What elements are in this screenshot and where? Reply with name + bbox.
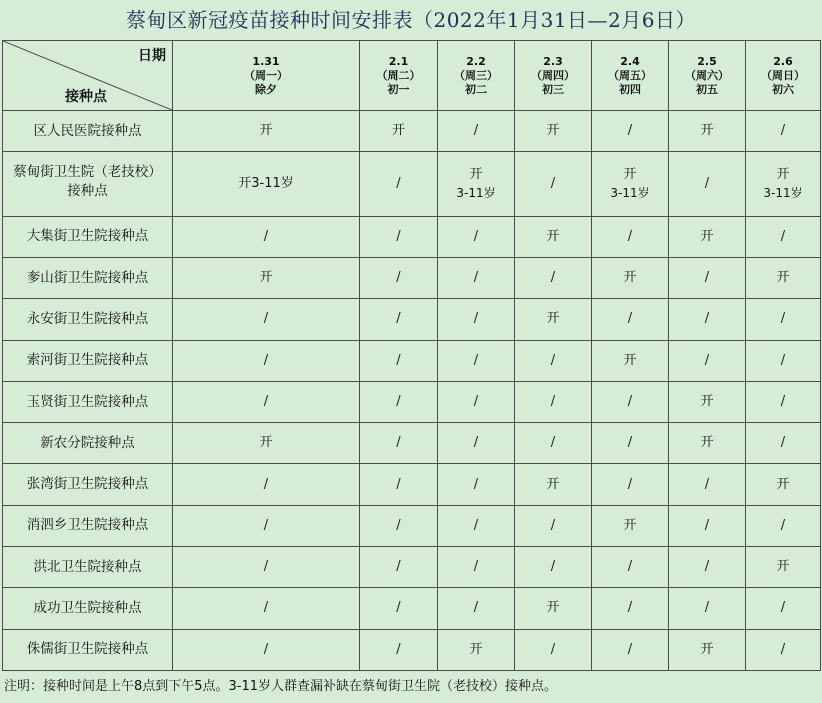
schedule-cell bbox=[746, 299, 821, 340]
schedule-cell bbox=[592, 423, 669, 464]
day-note: 初一 bbox=[387, 82, 410, 96]
document-title: 蔡甸区新冠疫苗接种时间安排表（2022年1月31日—2月6日） bbox=[125, 8, 697, 32]
site-name: 区人民医院接种点 bbox=[3, 111, 173, 152]
cell-status: 开 bbox=[469, 641, 483, 657]
day-note: 除夕 bbox=[255, 82, 277, 96]
schedule-cell bbox=[515, 546, 592, 587]
schedule-cell bbox=[438, 381, 515, 422]
schedule-cell bbox=[173, 111, 360, 152]
schedule-cell bbox=[669, 340, 746, 381]
schedule-body bbox=[3, 111, 821, 671]
cell-status: 开 bbox=[259, 270, 273, 286]
schedule-cell bbox=[592, 216, 669, 257]
schedule-cell bbox=[746, 381, 821, 422]
day-header bbox=[669, 41, 746, 111]
cell-status: / bbox=[263, 476, 269, 492]
schedule-cell bbox=[515, 258, 592, 299]
cell-status: / bbox=[550, 176, 556, 191]
cell-status: / bbox=[627, 394, 633, 409]
schedule-cell bbox=[592, 111, 669, 152]
cell-status: 开 bbox=[623, 270, 637, 286]
cell-status: / bbox=[396, 476, 401, 492]
schedule-cell bbox=[592, 152, 669, 216]
site-name: 洪北卫生院接种点 bbox=[3, 546, 173, 587]
schedule-cell bbox=[669, 152, 746, 216]
cell-status: / bbox=[263, 559, 269, 575]
cell-status: / bbox=[780, 435, 786, 451]
schedule-cell bbox=[515, 588, 592, 629]
cell-status: / bbox=[550, 352, 556, 368]
schedule-cell bbox=[173, 340, 360, 381]
cell-status: / bbox=[780, 311, 786, 327]
cell-status: / bbox=[473, 600, 479, 616]
schedule-cell bbox=[592, 629, 669, 670]
cell-status: / bbox=[704, 476, 710, 492]
schedule-cell bbox=[515, 629, 592, 670]
day-date: 2.5 bbox=[697, 54, 717, 68]
cell-status: / bbox=[704, 270, 710, 286]
cell-status: / bbox=[704, 352, 710, 368]
cell-status: / bbox=[473, 435, 479, 451]
schedule-cell bbox=[746, 340, 821, 381]
site-name: 蔡甸街卫生院（老技校）接种点 bbox=[3, 152, 173, 216]
cell-status: / bbox=[396, 435, 401, 451]
schedule-cell bbox=[360, 546, 438, 587]
table-row bbox=[3, 464, 821, 505]
schedule-cell bbox=[746, 152, 821, 216]
cell-status: / bbox=[627, 559, 633, 575]
schedule-cell bbox=[173, 588, 360, 629]
cell-status: / bbox=[263, 641, 269, 657]
cell-status: 开 bbox=[700, 228, 714, 244]
schedule-cell bbox=[515, 423, 592, 464]
schedule-cell bbox=[438, 111, 515, 152]
schedule-cell bbox=[669, 299, 746, 340]
day-header bbox=[438, 41, 515, 111]
cell-status: 开 bbox=[776, 270, 790, 286]
day-note: 初六 bbox=[772, 82, 794, 96]
schedule-cell bbox=[592, 505, 669, 546]
schedule-cell bbox=[746, 464, 821, 505]
cell-status: 开 bbox=[700, 641, 714, 657]
site-name: 消泗乡卫生院接种点 bbox=[3, 505, 173, 546]
cell-status: / bbox=[550, 270, 556, 286]
cell-status: / bbox=[473, 352, 479, 368]
day-note: 初五 bbox=[696, 82, 718, 96]
cell-status: / bbox=[627, 123, 633, 139]
cell-status: 开 bbox=[700, 394, 714, 409]
cell-status: 开 bbox=[700, 123, 714, 139]
table-row bbox=[3, 381, 821, 422]
cell-status: 开 bbox=[776, 476, 790, 492]
cell-status: / bbox=[550, 435, 556, 451]
cell-status: / bbox=[780, 123, 786, 139]
cell-status: / bbox=[263, 394, 269, 409]
cell-status: 开 bbox=[546, 228, 560, 244]
schedule-cell bbox=[360, 111, 438, 152]
schedule-cell bbox=[360, 216, 438, 257]
day-weekday: （周四） bbox=[531, 68, 575, 82]
cell-status: 开 bbox=[469, 167, 483, 182]
cell-status: / bbox=[396, 559, 401, 575]
cell-status: 开 bbox=[776, 167, 790, 182]
table-row bbox=[3, 152, 821, 216]
cell-status: / bbox=[627, 600, 633, 616]
cell-status: / bbox=[263, 228, 269, 244]
schedule-cell bbox=[746, 216, 821, 257]
cell-status: / bbox=[473, 394, 479, 409]
schedule-cell bbox=[746, 258, 821, 299]
site-name: 大集街卫生院接种点 bbox=[3, 216, 173, 257]
schedule-cell bbox=[746, 588, 821, 629]
day-header bbox=[515, 41, 592, 111]
header-row bbox=[3, 41, 821, 111]
schedule-cell bbox=[592, 381, 669, 422]
schedule-cell bbox=[360, 152, 438, 216]
schedule-cell bbox=[669, 258, 746, 299]
cell-status: / bbox=[396, 270, 401, 286]
cell-status: / bbox=[473, 476, 479, 492]
table-row bbox=[3, 629, 821, 670]
day-header bbox=[746, 41, 821, 111]
cell-status: / bbox=[780, 228, 786, 244]
schedule-cell bbox=[438, 258, 515, 299]
schedule-cell bbox=[438, 629, 515, 670]
schedule-cell bbox=[669, 505, 746, 546]
schedule-table bbox=[2, 40, 821, 671]
cell-status: / bbox=[780, 394, 786, 409]
schedule-cell bbox=[746, 505, 821, 546]
cell-status: / bbox=[780, 641, 786, 657]
day-date: 2.6 bbox=[773, 54, 793, 68]
cell-status: / bbox=[550, 517, 556, 533]
cell-status: 开 bbox=[623, 352, 637, 368]
schedule-cell bbox=[360, 629, 438, 670]
cell-status: / bbox=[473, 228, 479, 244]
cell-status: / bbox=[263, 517, 269, 533]
schedule-cell bbox=[746, 546, 821, 587]
day-header bbox=[592, 41, 669, 111]
day-date: 2.4 bbox=[620, 54, 640, 68]
schedule-cell bbox=[592, 588, 669, 629]
schedule-cell bbox=[515, 505, 592, 546]
site-name: 新农分院接种点 bbox=[3, 423, 173, 464]
day-weekday: （周五） bbox=[608, 68, 652, 82]
schedule-cell bbox=[360, 258, 438, 299]
cell-status: / bbox=[704, 600, 710, 616]
site-name: 成功卫生院接种点 bbox=[3, 588, 173, 629]
schedule-cell bbox=[592, 464, 669, 505]
schedule-cell bbox=[438, 546, 515, 587]
site-name: 侏儒街卫生院接种点 bbox=[3, 629, 173, 670]
schedule-cell bbox=[515, 152, 592, 216]
cell-status: / bbox=[550, 641, 556, 657]
schedule-cell bbox=[515, 216, 592, 257]
schedule-cell bbox=[438, 299, 515, 340]
schedule-cell bbox=[438, 588, 515, 629]
schedule-cell bbox=[669, 546, 746, 587]
schedule-cell bbox=[438, 423, 515, 464]
cell-age-range: 3-11岁 bbox=[610, 186, 650, 200]
schedule-cell bbox=[438, 340, 515, 381]
cell-status: / bbox=[396, 311, 401, 327]
cell-status: / bbox=[473, 517, 479, 533]
day-note: 初二 bbox=[465, 82, 487, 96]
cell-status: / bbox=[473, 559, 479, 575]
cell-status: / bbox=[263, 311, 269, 327]
cell-status: / bbox=[396, 600, 401, 616]
cell-status: / bbox=[396, 394, 401, 409]
cell-status: 开 bbox=[259, 123, 273, 139]
cell-status: / bbox=[704, 517, 710, 533]
cell-status: 开 bbox=[391, 123, 405, 139]
cell-status: / bbox=[704, 176, 710, 191]
table-row bbox=[3, 216, 821, 257]
table-row bbox=[3, 546, 821, 587]
schedule-cell bbox=[515, 340, 592, 381]
site-name: 张湾街卫生院接种点 bbox=[3, 464, 173, 505]
schedule-cell bbox=[173, 216, 360, 257]
cell-status: / bbox=[627, 435, 633, 451]
day-date: 2.1 bbox=[388, 54, 409, 68]
cell-status: 开 bbox=[546, 600, 560, 616]
schedule-cell bbox=[360, 340, 438, 381]
schedule-cell bbox=[515, 381, 592, 422]
cell-status: 开3-11岁 bbox=[238, 176, 294, 191]
schedule-cell bbox=[438, 464, 515, 505]
schedule-cell bbox=[173, 546, 360, 587]
schedule-cell bbox=[173, 152, 360, 216]
cell-status: / bbox=[550, 394, 556, 409]
day-header bbox=[360, 41, 438, 111]
cell-status: / bbox=[627, 311, 633, 327]
site-name: 奓山街卫生院接种点 bbox=[3, 258, 173, 299]
schedule-cell bbox=[592, 546, 669, 587]
table-row bbox=[3, 340, 821, 381]
cell-status: 开 bbox=[546, 476, 560, 492]
schedule-cell bbox=[173, 381, 360, 422]
day-date: 2.2 bbox=[466, 54, 486, 68]
day-weekday: （周三） bbox=[454, 68, 498, 82]
cell-age-range: 3-11岁 bbox=[763, 186, 803, 200]
cell-status: 开 bbox=[700, 435, 714, 451]
cell-status: / bbox=[780, 352, 786, 368]
day-date: 1.31 bbox=[252, 54, 280, 68]
schedule-cell bbox=[669, 381, 746, 422]
cell-age-range: 3-11岁 bbox=[456, 186, 496, 200]
site-name: 索河街卫生院接种点 bbox=[3, 340, 173, 381]
table-row bbox=[3, 299, 821, 340]
corner-site-label: 接种点 bbox=[65, 89, 107, 105]
cell-status: 开 bbox=[546, 311, 560, 327]
schedule-cell bbox=[360, 299, 438, 340]
day-weekday: （周日） bbox=[761, 68, 805, 82]
schedule-cell bbox=[515, 111, 592, 152]
cell-status: / bbox=[473, 270, 479, 286]
schedule-cell bbox=[360, 464, 438, 505]
schedule-cell bbox=[669, 464, 746, 505]
cell-status: / bbox=[473, 311, 479, 327]
day-note: 初四 bbox=[619, 82, 641, 96]
table-row bbox=[3, 588, 821, 629]
schedule-cell bbox=[592, 258, 669, 299]
day-weekday: （周六） bbox=[685, 68, 729, 82]
schedule-cell bbox=[360, 423, 438, 464]
cell-status: 开 bbox=[546, 123, 560, 139]
schedule-cell bbox=[669, 629, 746, 670]
schedule-cell bbox=[173, 258, 360, 299]
schedule-cell bbox=[515, 299, 592, 340]
cell-status: 开 bbox=[776, 559, 790, 575]
schedule-cell bbox=[438, 152, 515, 216]
cell-status: / bbox=[550, 559, 556, 575]
cell-status: / bbox=[396, 176, 401, 191]
schedule-cell bbox=[669, 111, 746, 152]
cell-status: / bbox=[396, 517, 401, 533]
cell-status: / bbox=[627, 228, 633, 244]
cell-status: 开 bbox=[623, 167, 637, 182]
schedule-cell bbox=[592, 299, 669, 340]
cell-status: / bbox=[396, 228, 401, 244]
schedule-cell bbox=[746, 629, 821, 670]
schedule-cell bbox=[173, 299, 360, 340]
table-row bbox=[3, 258, 821, 299]
day-header bbox=[173, 41, 360, 111]
cell-status: / bbox=[263, 600, 269, 616]
schedule-cell bbox=[173, 423, 360, 464]
footnote: 注明：接种时间是上午8点到下午5点。3-11岁人群查漏补缺在蔡甸街卫生院（老技校）接种点。 bbox=[4, 679, 558, 694]
cell-status: / bbox=[780, 517, 786, 533]
cell-status: 开 bbox=[623, 517, 637, 533]
cell-status: / bbox=[396, 352, 401, 368]
cell-status: / bbox=[704, 559, 710, 575]
site-name: 玉贤街卫生院接种点 bbox=[3, 381, 173, 422]
schedule-cell bbox=[173, 629, 360, 670]
cell-status: / bbox=[473, 123, 479, 139]
schedule-cell bbox=[173, 505, 360, 546]
table-row bbox=[3, 423, 821, 464]
schedule-cell bbox=[360, 588, 438, 629]
schedule-cell bbox=[669, 588, 746, 629]
schedule-cell bbox=[438, 216, 515, 257]
cell-status: 开 bbox=[259, 435, 273, 451]
cell-status: / bbox=[627, 641, 633, 657]
schedule-cell bbox=[438, 505, 515, 546]
cell-status: / bbox=[627, 476, 633, 492]
site-name: 永安街卫生院接种点 bbox=[3, 299, 173, 340]
schedule-cell bbox=[360, 381, 438, 422]
cell-status: / bbox=[704, 311, 710, 327]
table-row bbox=[3, 111, 821, 152]
schedule-cell bbox=[360, 505, 438, 546]
cell-status: / bbox=[396, 641, 401, 657]
schedule-cell bbox=[515, 464, 592, 505]
table-row bbox=[3, 505, 821, 546]
schedule-cell bbox=[669, 216, 746, 257]
day-date: 2.3 bbox=[543, 54, 563, 68]
day-weekday: （周二） bbox=[376, 68, 421, 82]
schedule-cell bbox=[173, 464, 360, 505]
schedule-cell bbox=[669, 423, 746, 464]
corner-header bbox=[3, 41, 173, 111]
cell-status: / bbox=[263, 352, 269, 368]
schedule-cell bbox=[746, 423, 821, 464]
day-weekday: （周一） bbox=[244, 68, 288, 82]
schedule-cell bbox=[592, 340, 669, 381]
day-note: 初三 bbox=[542, 82, 564, 96]
corner-date-label: 日期 bbox=[138, 48, 166, 64]
schedule-cell bbox=[746, 111, 821, 152]
cell-status: / bbox=[780, 600, 786, 616]
